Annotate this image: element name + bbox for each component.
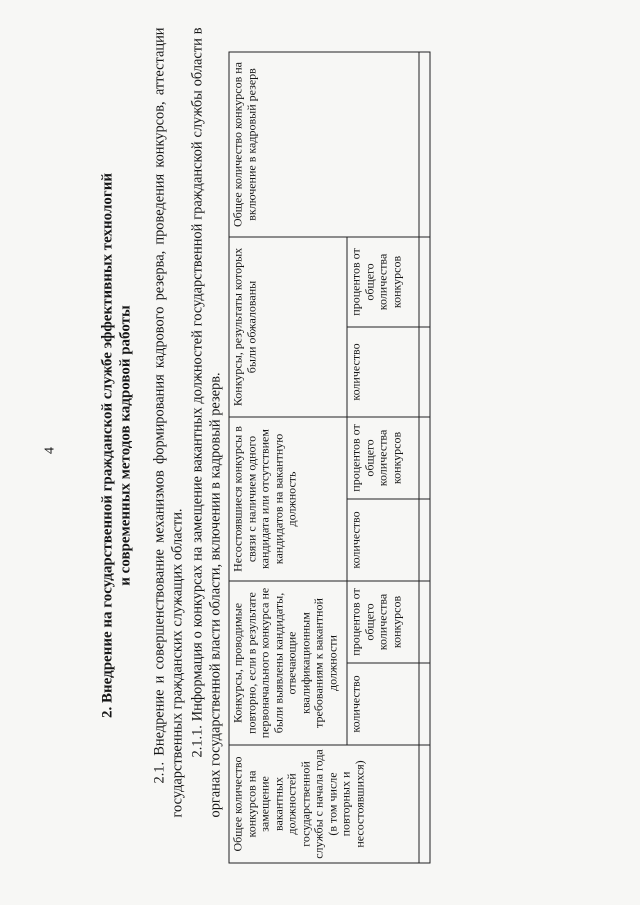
table-cell — [419, 663, 430, 745]
header-total-contests: Общее количество конкурсов на замещение вакантных должностей государственной службы с начала года (в том числе повторных и несостоявшихся) — [229, 745, 419, 863]
subheader-percent: процентов от общего количества конкурсов — [347, 581, 419, 663]
table-cell — [419, 499, 430, 581]
subheader-percent: процентов от общего количества конкурсов — [347, 236, 419, 326]
table-cell — [419, 51, 430, 236]
table-cell — [419, 581, 430, 663]
subheader-percent: процентов от общего количества конкурсов — [347, 416, 419, 498]
heading-line-1: 2. Внедрение на государственной гражданской службе эффективных технологий — [99, 172, 115, 718]
table-cell — [419, 236, 430, 326]
header-repeat-contests: Конкурсы, проводимые повторно, если в результате первоначального конкурса не были выявлены кандидаты, отвечающие квалификационным требованиям к вакантной должности — [229, 581, 347, 745]
subheader-count: количество — [347, 499, 419, 581]
subheader-count: количество — [347, 663, 419, 745]
header-appealed-contests: Конкурсы, результаты которых были обжалованы — [229, 236, 347, 416]
paragraph-2-1: 2.1. Внедрение и совершенствование механизмов формирования кадрового резерва, проведения конкурсов, аттестации государственных гражданских служащих области. — [151, 27, 185, 817]
table-cell — [419, 745, 430, 863]
section-heading — [98, 105, 134, 785]
table-header-row — [229, 51, 347, 862]
table-cell — [419, 416, 430, 498]
table-cell — [419, 326, 430, 416]
header-failed-contests: Несостоявшиеся конкурсы в связи с наличием одного кандидата или отсутствием кандидатов на вакантную должность — [229, 416, 347, 580]
table-empty-row — [419, 51, 430, 862]
contests-table — [228, 51, 430, 863]
header-reserve-contests: Общее количество конкурсов на включение в кадровый резерв — [229, 51, 419, 236]
subheader-count: количество — [347, 326, 419, 416]
heading-line-2: и современных методов кадровой работы — [117, 304, 133, 586]
paragraph-2-1-1: 2.1.1. Информация о конкурсах на замещение вакантных должностей государственной гражданской службы области в органах государственной власти области, включении в кадровый резерв. — [189, 27, 223, 817]
page-number: 4 — [42, 446, 57, 454]
